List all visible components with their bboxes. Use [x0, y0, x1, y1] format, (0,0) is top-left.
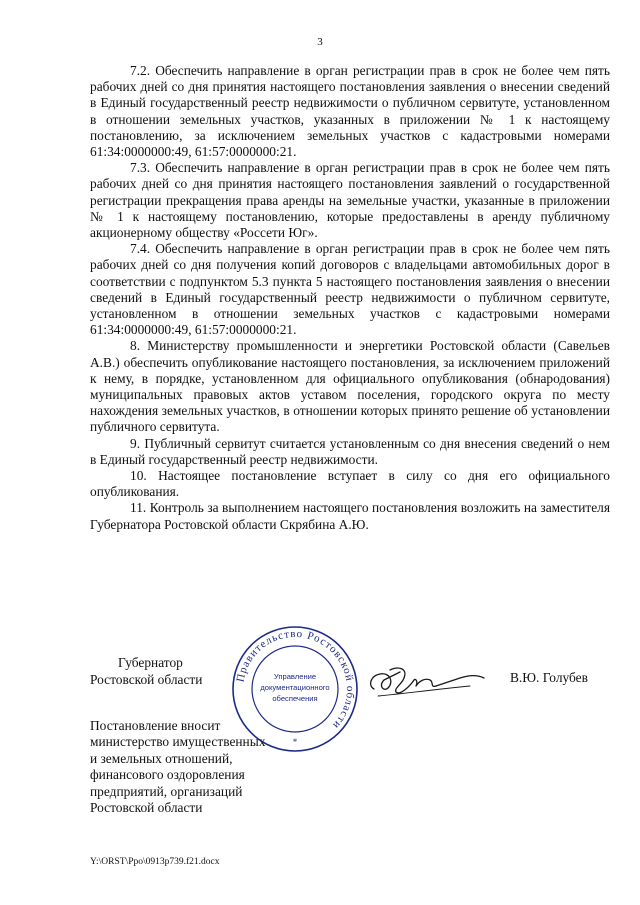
- seal-outer-text: Правительство Ростовской области: [234, 627, 357, 732]
- paragraph-9: 9. Публичный сервитут считается установленным со дня внесения сведений о нем в Единый государственный реестр недвижимости.: [90, 435, 610, 467]
- signatory-name: В.Ю. Голубев: [510, 670, 588, 685]
- introduced-by-line: Постановление вносит: [90, 718, 221, 733]
- seal-inner-line1: Управление: [273, 672, 317, 681]
- introduced-by-line: финансового оздоровления: [90, 767, 245, 783]
- paragraph-8: 8. Министерству промышленности и энергетики Ростовской области (Савельев А.В.) обеспечить опубликование настоящего постановления, за исключением приложений к нему, в порядке, установленном для официального опубликования (обнародования) муниципальных правовых актов уставом поселения, городского округа по месту нахождения земельных участков, в отношении которых принято решение об установлении публичного сервитута.: [90, 338, 610, 435]
- introduced-by-block: [90, 718, 310, 816]
- paragraph-7-2: 7.2. Обеспечить направление в орган регистрации прав в срок не более чем пять рабочих дней со дня принятия настоящего постановления заявления о внесении сведений в Единый государственный реестр недвижимости о публичном сервитуте, установленном в отношении земельных участков, указанных в приложении № 1 к настоящему постановлению, за исключением земельных участков с кадастровыми номерами 61:34:0000000:49, 61:57:0000000:21.: [90, 63, 610, 160]
- introduced-by-line: и земельных отношений,: [90, 750, 233, 766]
- document-body: [90, 63, 610, 533]
- signatory-position-line1: Губернатор: [118, 655, 183, 670]
- seal-star-icon: *: [292, 737, 298, 747]
- page-number: 3: [317, 36, 323, 48]
- seal-inner-line2: документационного: [260, 683, 330, 692]
- signatory-position: [90, 654, 230, 688]
- paragraph-10: 10. Настоящее постановление вступает в силу со дня его официального опубликования.: [90, 468, 610, 500]
- handwritten-signature: [360, 656, 490, 706]
- paragraph-7-4: 7.4. Обеспечить направление в орган регистрации прав в срок не более чем пять рабочих дней со дня получения копий договоров с владельцами автомобильных дорог в соответствии с подпунктом 5.3 пункта 5 настоящего постановления заявления о внесении сведений в Единый государственный реестр недвижимости о публичном сервитуте, установленном в отношении земельных участков с кадастровыми номерами 61:34:0000000:49, 61:57:0000000:21.: [90, 241, 610, 338]
- file-path-footer: Y:\ORST\Ppo\0913p739.f21.docx: [90, 857, 220, 867]
- seal-inner-line3: обеспечения: [272, 694, 318, 703]
- introduced-by-line: Ростовской области: [90, 800, 203, 816]
- paragraph-11: 11. Контроль за выполнением настоящего постановления возложить на заместителя Губернатора Ростовской области Скрябина А.Ю.: [90, 500, 610, 532]
- introduced-by-line: министерство имущественных: [90, 734, 266, 750]
- paragraph-7-3: 7.3. Обеспечить направление в орган регистрации прав в срок не более чем пять рабочих дней со дня принятия настоящего постановления заявлений о государственной регистрации прекращения права аренды на земельные участки, указанные в приложении № 1 к настоящему постановлению, которые предоставлены в аренду публичному акционерному обществу «Россети Юг».: [90, 160, 610, 241]
- introduced-by-line: предприятий, организаций: [90, 783, 243, 799]
- signatory-position-line2: Ростовской области: [90, 672, 203, 687]
